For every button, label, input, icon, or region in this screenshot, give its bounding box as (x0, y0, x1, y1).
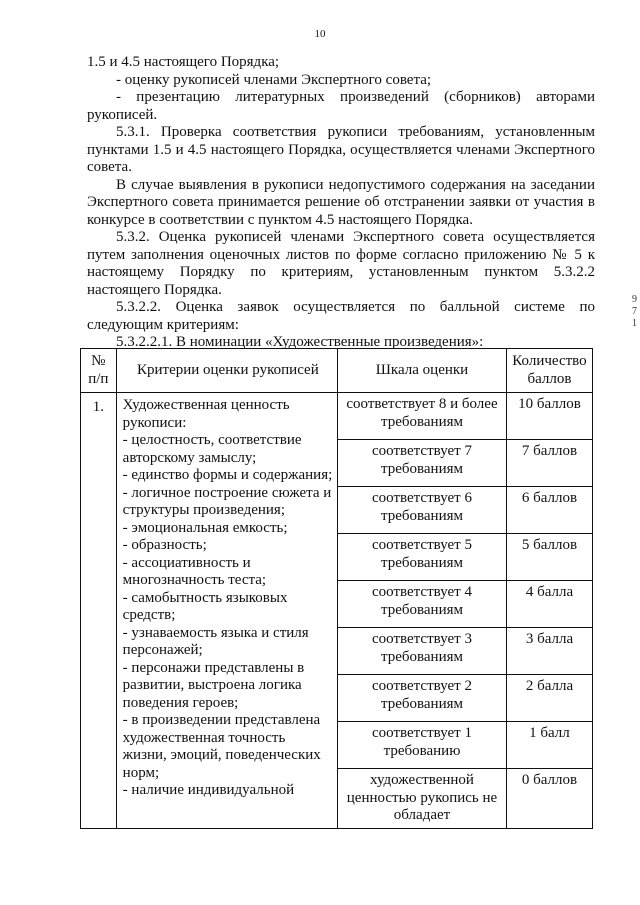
paragraph: В случае выявления в рукописи недопустимого содержания на заседании Экспертного совета принимается решение об отстранении заявки от участия в конкурсе в соответствии с пунктом 4.5 настоящего Порядка. (87, 176, 595, 228)
scale-cell: соответствует 8 и более требованиям (338, 393, 507, 440)
criteria-line: - персонажи представлены в развитии, выстроена логика поведения героев; (122, 659, 305, 711)
points-cell: 4 балла (506, 581, 592, 628)
paragraph: 5.3.2.2. Оценка заявок осуществляется по балльной системе по следующим критериям: (87, 299, 595, 333)
scale-cell: соответствует 3 требованиям (338, 628, 507, 675)
table-header-row (81, 349, 593, 393)
criteria-line: - самобытность языковых средств; (122, 589, 288, 623)
points-cell: 0 баллов (506, 769, 592, 829)
criteria-table (80, 348, 593, 829)
points-cell: 5 баллов (506, 534, 592, 581)
row-number: 1. (81, 393, 117, 829)
paragraph: 5.3.2. Оценка рукописей членами Экспертного совета осуществляется путем заполнения оценочных листов по форме согласно приложению № 5 к настоящему Порядку по критериям, установленным пунктом 5.3.2.2 настоящего Порядка. (87, 229, 595, 298)
criteria-line: - образность; (122, 537, 207, 553)
scale-cell: соответствует 7 требованиям (338, 440, 507, 487)
scale-cell: соответствует 2 требованиям (338, 675, 507, 722)
criteria-line: Художественная ценность рукописи: (122, 397, 290, 431)
header-criteria: Критерии оценки рукописей (116, 349, 337, 393)
points-cell: 3 балла (506, 628, 592, 675)
scale-cell: художественной ценностью рукопись не обладает (338, 769, 507, 829)
criteria-line: - в произведении представлена художественная точность жизни, эмоций, поведенческих норм; (122, 712, 321, 781)
table-row (81, 393, 593, 440)
paragraph: - презентацию литературных произведений (сборников) авторами рукописей. (87, 89, 595, 123)
criteria-line: - ассоциативность и многозначность теста; (122, 554, 267, 588)
scale-cell: соответствует 5 требованиям (338, 534, 507, 581)
header-scale: Шкала оценки (338, 349, 507, 393)
criteria-line: - узнаваемость языка и стиля персонажей; (122, 624, 309, 658)
points-cell: 2 балла (506, 675, 592, 722)
header-number: № п/п (81, 349, 117, 393)
side-margin-mark: 9 7 1 (632, 294, 637, 329)
paragraph: - оценку рукописей членами Экспертного совета; (116, 71, 432, 88)
criteria-line: - целостность, соответствие авторскому замыслу; (122, 432, 302, 466)
paragraph: 5.3.2.2.1. В номинации «Художественные произведения»: (116, 334, 484, 350)
criteria-line: - наличие индивидуальной (122, 782, 295, 798)
criteria-cell (116, 393, 337, 829)
criteria-line: - эмоциональная емкость; (122, 519, 288, 536)
header-points: Количество баллов (506, 349, 592, 393)
page-number: 10 (314, 28, 326, 40)
document-body (87, 54, 595, 352)
paragraph: 5.3.1. Проверка соответствия рукописи требованиям, установленным пунктами 1.5 и 4.5 настоящего Порядка, осуществляется членами Экспертного совета. (87, 124, 595, 175)
points-cell: 1 балл (506, 722, 592, 769)
points-cell: 6 баллов (506, 487, 592, 534)
criteria-line: - логичное построение сюжета и структуры произведения; (122, 484, 332, 518)
criteria-line: - единство формы и содержания; (122, 467, 333, 483)
points-cell: 10 баллов (506, 393, 592, 440)
paragraph: 1.5 и 4.5 настоящего Порядка; (87, 54, 280, 70)
scale-cell: соответствует 6 требованиям (338, 487, 507, 534)
points-cell: 7 баллов (506, 440, 592, 487)
scale-cell: соответствует 1 требованию (338, 722, 507, 769)
scale-cell: соответствует 4 требованиям (338, 581, 507, 628)
